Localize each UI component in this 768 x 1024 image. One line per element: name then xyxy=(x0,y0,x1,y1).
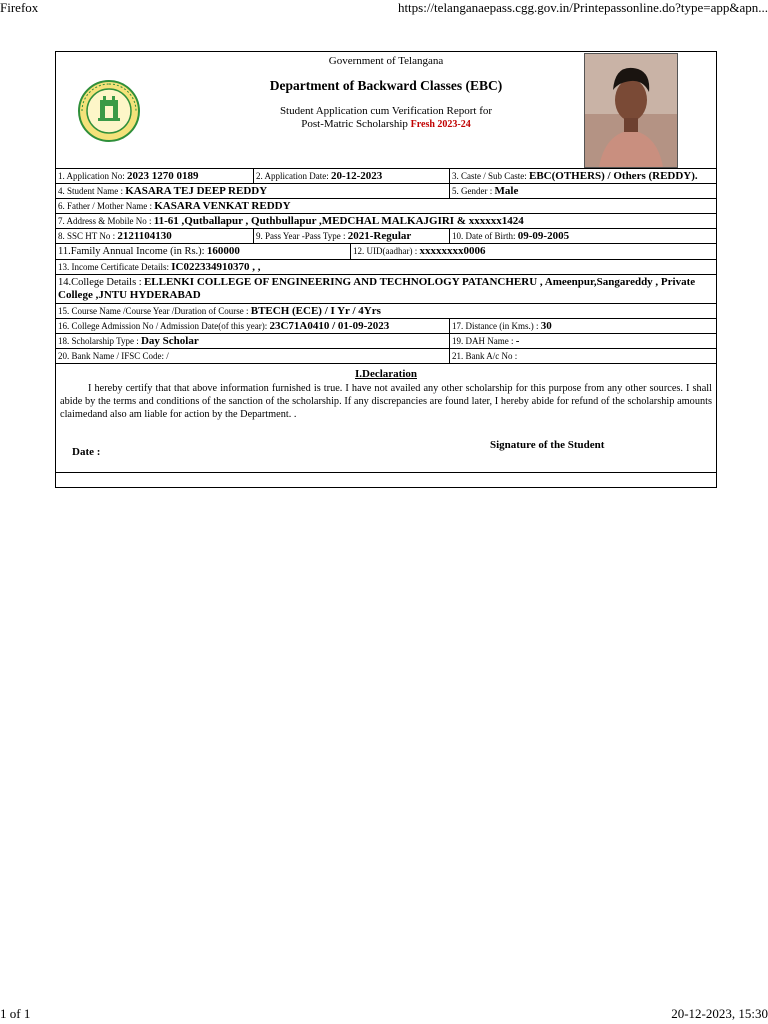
course-details xyxy=(56,304,716,318)
label: 20. Bank Name / IFSC Code: xyxy=(58,351,164,361)
college-admission xyxy=(56,319,450,333)
value: 30 xyxy=(540,320,552,332)
value: 2121104130 xyxy=(117,230,172,242)
distance xyxy=(450,319,716,333)
label: 8. SSC HT No : xyxy=(58,231,116,241)
label: 2. Application Date: xyxy=(256,171,329,181)
value: 2023 1270 0189 xyxy=(127,170,199,182)
row-scholarship-type xyxy=(56,334,716,349)
row-bank xyxy=(56,349,716,364)
label: 13. Income Certificate Details: xyxy=(58,262,169,272)
college-details xyxy=(56,275,716,303)
date-label: Date : xyxy=(72,446,101,458)
value: Day Scholar xyxy=(140,335,199,347)
row-ssc xyxy=(56,229,716,244)
value: ELLENKI COLLEGE OF ENGINEERING AND TECHNOLOGY PATANCHERU , Ameenpur,Sangareddy , Private College ,JNTU HYDERABAD xyxy=(58,276,696,301)
label: 19. DAH Name : xyxy=(452,336,514,346)
label: 12. UID(aadhar) : xyxy=(353,246,418,256)
label: 4. Student Name : xyxy=(58,186,123,196)
parent-name xyxy=(56,199,716,213)
label: 7. Address & Mobile No : xyxy=(58,216,152,226)
page-url: https://telanganaepass.cgg.gov.in/Printepassonline.do?type=app&apn... xyxy=(397,0,768,15)
label: 1. Application No: xyxy=(58,171,125,181)
uid-aadhar xyxy=(351,244,716,259)
declaration-text: I hereby certify that that above information furnished is true. I have not availed any other scholarship for this purpose from any other sources. I shall abide by the terms and conditions of the sanction of the scholarship. If any discrepancies are found later, I hereby abide for refund of the scholarship amounts claimedand also am liable for action by the Department. . xyxy=(60,383,712,420)
application-no xyxy=(56,169,254,183)
fresh-badge: Fresh 2023-24 xyxy=(410,119,471,130)
row-student xyxy=(56,184,716,199)
label: 16. College Admission No / Admission Date(of this year): xyxy=(58,321,268,331)
value: - xyxy=(515,335,520,347)
value: 11-61 ,Qutballapur , Quthbullapur ,MEDCHAL MALKAJGIRI & xxxxxx1424 xyxy=(153,215,524,227)
value: 2021-Regular xyxy=(347,230,412,242)
label: 3. Caste / Sub Caste: xyxy=(452,171,527,181)
label: 6. Father / Mother Name : xyxy=(58,201,152,211)
declaration-section xyxy=(56,364,716,473)
label: 18. Scholarship Type : xyxy=(58,336,139,346)
label: 17. Distance (in Kms.) : xyxy=(452,321,539,331)
value: IC022334910370 , , xyxy=(171,261,261,273)
browser-app-name: Firefox xyxy=(0,0,39,15)
telangana-emblem-icon xyxy=(78,80,140,142)
row-application xyxy=(56,169,716,184)
ssc-ht-no xyxy=(56,229,254,243)
bank-account xyxy=(450,349,716,363)
label: 14.College Details : xyxy=(58,277,142,288)
row-income-cert xyxy=(56,260,716,275)
department-title: Department of Backward Classes (EBC) xyxy=(269,78,503,93)
label: 10. Date of Birth: xyxy=(452,231,516,241)
page-count: 1 of 1 xyxy=(0,1006,31,1021)
report-header xyxy=(56,52,716,169)
student-portrait-icon xyxy=(585,54,677,167)
row-admission xyxy=(56,319,716,334)
bank-name xyxy=(56,349,450,363)
scholarship-type xyxy=(56,334,450,348)
gender xyxy=(450,184,716,198)
student-name xyxy=(56,184,450,198)
value: Male xyxy=(494,185,519,197)
verification-report xyxy=(55,51,717,488)
bottom-strip xyxy=(56,473,716,487)
value: 09-09-2005 xyxy=(517,230,570,242)
label: 11.Family Annual Income (in Rs.): xyxy=(58,246,205,257)
government-title: Government of Telangana xyxy=(328,55,444,67)
label: 5. Gender : xyxy=(452,186,493,196)
application-date xyxy=(254,169,450,183)
family-income xyxy=(56,244,351,259)
row-college xyxy=(56,275,716,304)
value: EBC(OTHERS) / Others (REDDY). xyxy=(529,170,698,182)
caste xyxy=(450,169,716,183)
print-datetime: 20-12-2023, 15:30 xyxy=(671,1006,768,1021)
value: / xyxy=(166,351,169,361)
value: KASARA TEJ DEEP REDDY xyxy=(125,185,268,197)
income-certificate xyxy=(56,260,716,274)
value: 23C71A0410 / 01-09-2023 xyxy=(269,320,390,332)
dah-name xyxy=(450,334,716,348)
signature-label: Signature of the Student xyxy=(490,439,605,451)
value: KASARA VENKAT REDDY xyxy=(154,200,291,212)
label: 15. Course Name /Course Year /Duration of Course : xyxy=(58,306,249,316)
value: BTECH (ECE) / I Yr / 4Yrs xyxy=(250,305,381,317)
report-subtitle: Student Application cum Verification Report for xyxy=(279,105,493,117)
scholarship-name: Post-Matric Scholarship xyxy=(301,118,408,130)
row-income xyxy=(56,244,716,260)
report-subtitle-2 xyxy=(216,118,556,130)
pass-year xyxy=(254,229,450,243)
address xyxy=(56,214,716,228)
value: xxxxxxxx0006 xyxy=(419,245,486,257)
row-parent xyxy=(56,199,716,214)
value: 160000 xyxy=(206,245,240,257)
student-photo xyxy=(584,53,678,168)
row-course xyxy=(56,304,716,319)
date-of-birth xyxy=(450,229,716,243)
label: 21. Bank A/c No : xyxy=(452,351,518,361)
declaration-title: I.Declaration xyxy=(354,368,417,380)
label: 9. Pass Year -Pass Type : xyxy=(256,231,346,241)
row-address xyxy=(56,214,716,229)
value: 20-12-2023 xyxy=(330,170,383,182)
